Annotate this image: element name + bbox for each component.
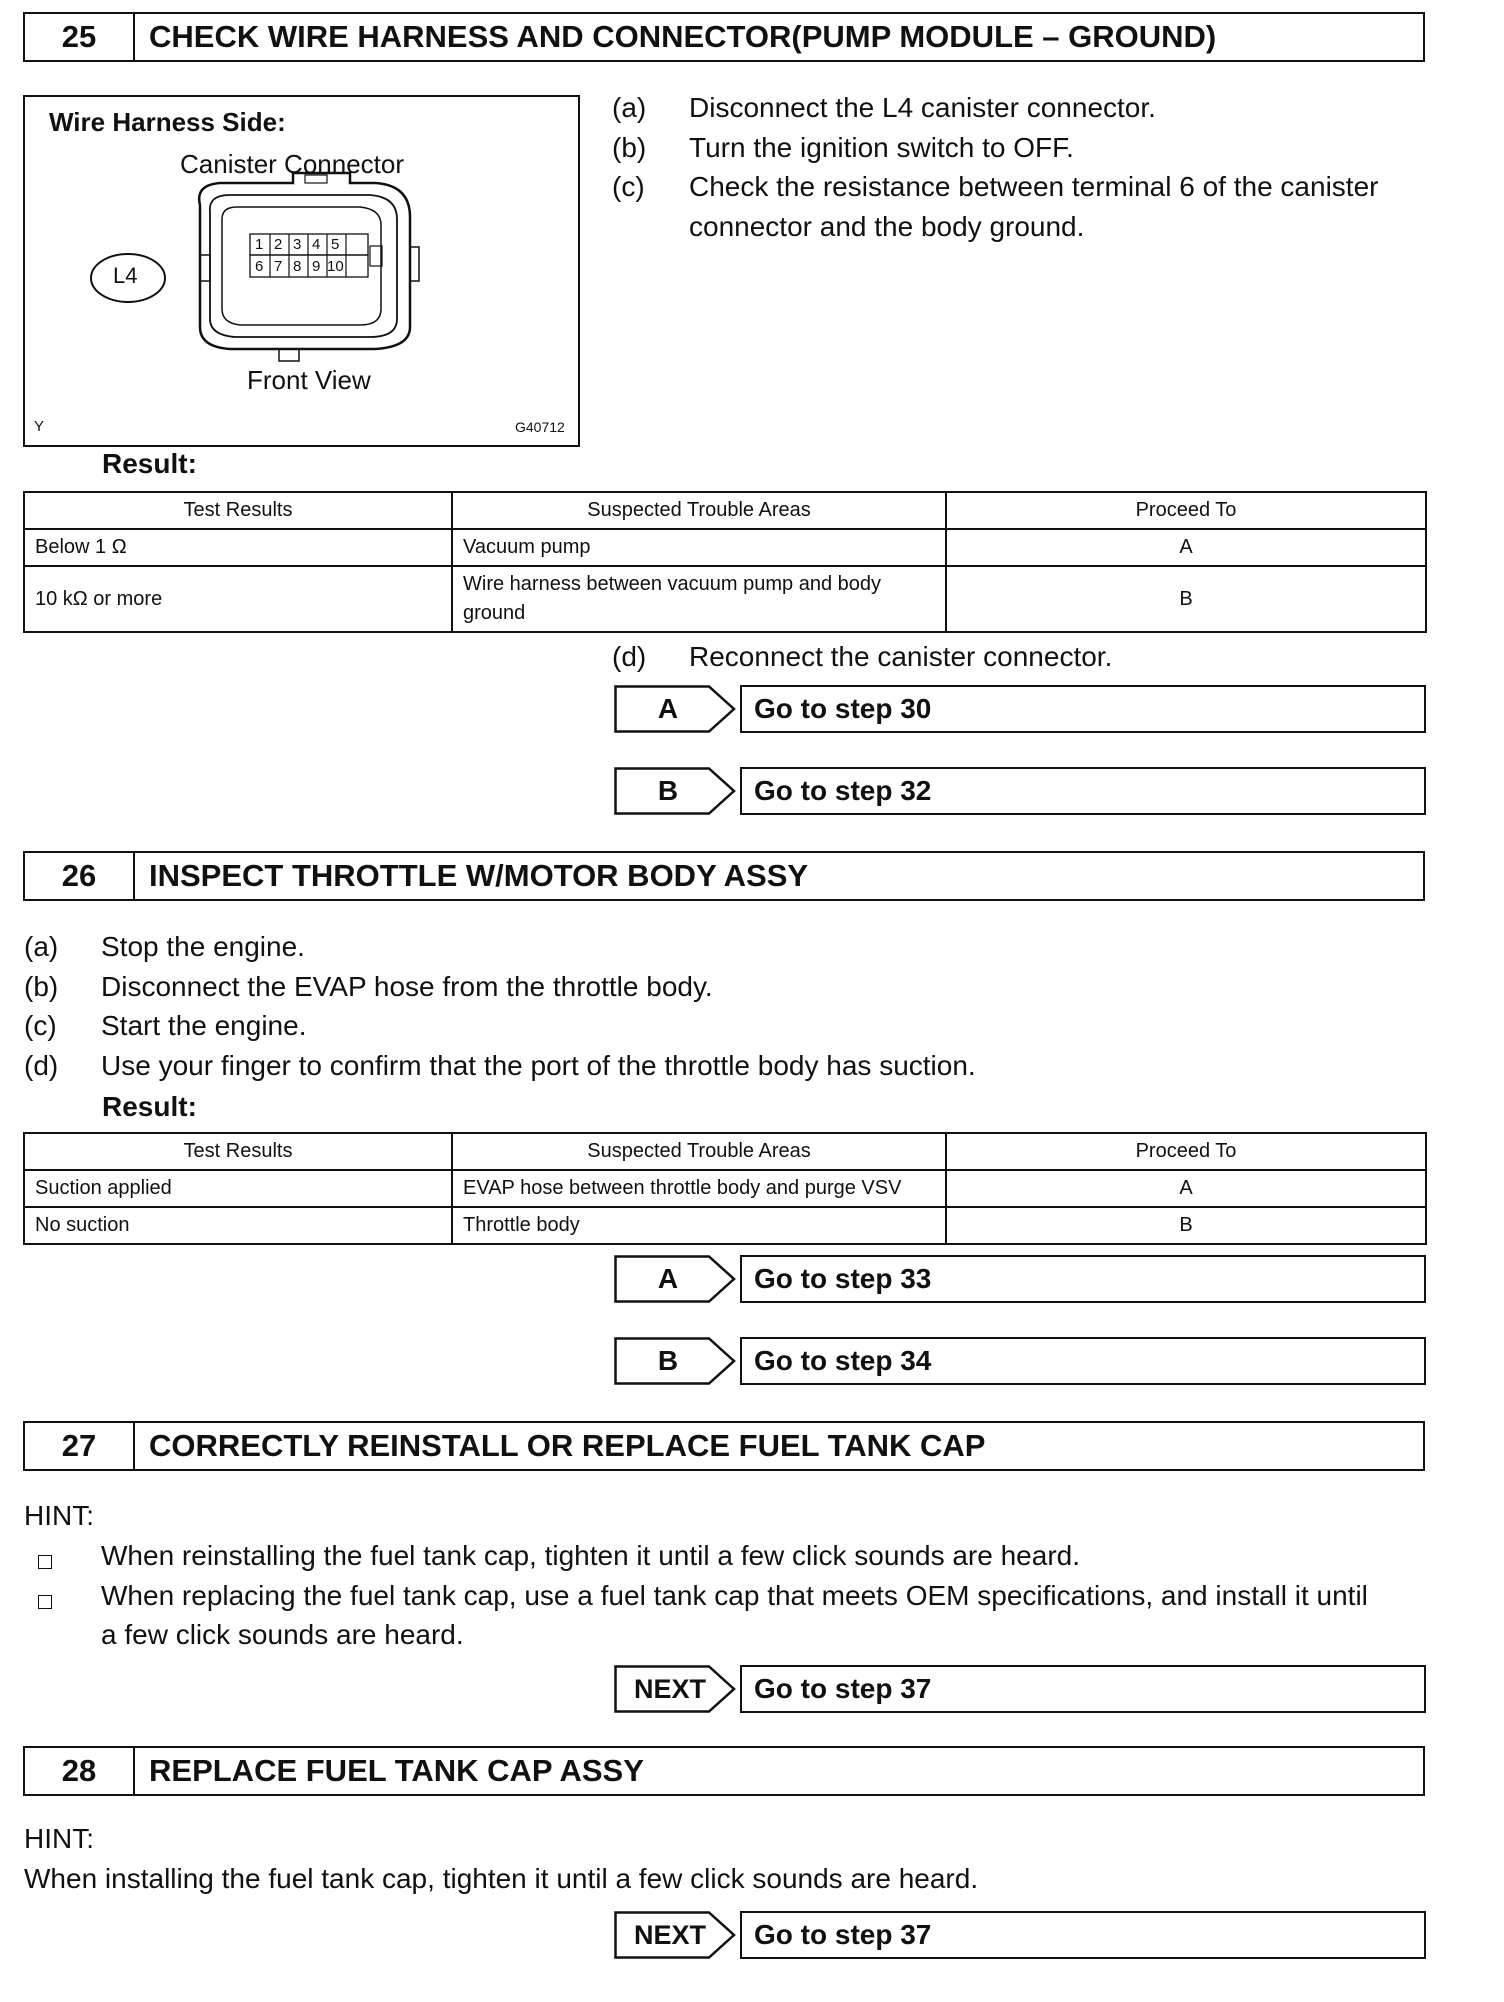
goto-tag-label: B: [657, 775, 679, 806]
table-cell: A: [946, 529, 1426, 566]
goto-tag: [614, 1665, 738, 1713]
step-25-a-text: Disconnect the L4 canister connector.: [689, 92, 1156, 123]
table-header-row: [24, 1133, 1426, 1170]
pin-10: 10: [327, 258, 344, 275]
step-25-result-label: Result:: [102, 448, 197, 479]
figure-connector-label: Canister Connector: [180, 149, 404, 179]
step-28-header: [23, 1746, 1425, 1796]
step-title: CHECK WIRE HARNESS AND CONNECTOR(PUMP MODULE – GROUND): [149, 19, 1217, 54]
table-cell: Suction applied: [24, 1170, 452, 1207]
step-26-c-text: Start the engine.: [101, 1010, 307, 1041]
hint-bullet-icon: [38, 1555, 52, 1569]
goto-destination: Go to step 37: [740, 1665, 1426, 1713]
pin-3: 3: [293, 236, 302, 253]
goto-tag-label: B: [657, 1345, 679, 1376]
step-title: CORRECTLY REINSTALL OR REPLACE FUEL TANK CAP: [149, 1428, 986, 1463]
goto-destination: Go to step 30: [740, 685, 1426, 733]
step-25-c-text-cont: connector and the body ground.: [689, 211, 1085, 242]
pin-5: 5: [331, 236, 340, 253]
table-cell: B: [946, 1207, 1426, 1244]
goto-step-34[interactable]: [614, 1337, 1426, 1385]
figure-corner-right: G40712: [515, 419, 565, 435]
step-25-d-marker: (d): [612, 641, 647, 672]
step-26-d-text: Use your finger to confirm that the port of the throttle body has suction.: [101, 1050, 976, 1081]
table-cell: 10 kΩ or more: [24, 566, 452, 632]
step-27-hint-2: When replacing the fuel tank cap, use a fuel tank cap that meets OEM specifications, and install it until: [101, 1580, 1368, 1611]
table-cell: Wire harness between vacuum pump and body ground: [452, 566, 946, 632]
connector-figure: [23, 95, 580, 447]
goto-step-33[interactable]: [614, 1255, 1426, 1303]
step-26-result-label: Result:: [102, 1091, 197, 1122]
figure-view-label: Front View: [247, 365, 371, 395]
step-number: 26: [25, 853, 135, 899]
goto-destination: Go to step 32: [740, 767, 1426, 815]
step-25-header: [23, 12, 1425, 62]
table-cell: Vacuum pump: [452, 529, 946, 566]
step-26-b-text: Disconnect the EVAP hose from the throttle body.: [101, 971, 713, 1002]
table-row: [24, 1207, 1426, 1244]
step-27-header: [23, 1421, 1425, 1471]
table-header: Test Results: [24, 1133, 452, 1170]
goto-tag: [614, 1337, 738, 1385]
figure-corner-left: Y: [34, 418, 45, 435]
figure-side-label: Wire Harness Side:: [49, 107, 286, 137]
table-row: [24, 1170, 1426, 1207]
hint-bullet-icon: [38, 1595, 52, 1609]
goto-tag: [614, 767, 738, 815]
step-number: 28: [25, 1748, 135, 1794]
step-26-a-marker: (a): [24, 931, 59, 962]
pin-2: 2: [274, 236, 283, 253]
goto-destination: Go to step 37: [740, 1911, 1426, 1959]
goto-step-37-b[interactable]: [614, 1911, 1426, 1959]
table-header: Proceed To: [946, 1133, 1426, 1170]
step-28-hint-text: When installing the fuel tank cap, tighten it until a few click sounds are heard.: [24, 1863, 979, 1894]
step-26-b-marker: (b): [24, 971, 59, 1002]
table-row: [24, 529, 1426, 566]
table-cell: A: [946, 1170, 1426, 1207]
pin-8: 8: [293, 258, 302, 275]
goto-tag-label: A: [657, 693, 679, 724]
table-header: Suspected Trouble Areas: [452, 492, 946, 529]
step-26-c-marker: (c): [24, 1010, 57, 1041]
pin-6: 6: [255, 258, 264, 275]
pin-1: 1: [255, 236, 264, 253]
table-header: Proceed To: [946, 492, 1426, 529]
connector-id-label: L4: [113, 263, 138, 288]
goto-tag: [614, 1255, 738, 1303]
table-header-row: [24, 492, 1426, 529]
step-26-d-marker: (d): [24, 1050, 59, 1081]
table-cell: Throttle body: [452, 1207, 946, 1244]
goto-tag-label: NEXT: [633, 1674, 706, 1704]
step-26-header: [23, 851, 1425, 901]
table-cell: No suction: [24, 1207, 452, 1244]
goto-tag: [614, 685, 738, 733]
pin-7: 7: [274, 258, 283, 275]
step-27-hint-label: HINT:: [24, 1500, 94, 1531]
step-25-c-text: Check the resistance between terminal 6 of the canister: [689, 171, 1379, 202]
table-row: [24, 566, 1426, 632]
table-cell: EVAP hose between throttle body and purge VSV: [452, 1170, 946, 1207]
goto-step-30[interactable]: [614, 685, 1426, 733]
step-title: REPLACE FUEL TANK CAP ASSY: [149, 1753, 644, 1788]
step-number: 25: [25, 14, 135, 60]
step-26-a-text: Stop the engine.: [101, 931, 305, 962]
step-25-b-text: Turn the ignition switch to OFF.: [689, 132, 1074, 163]
table-cell: Below 1 Ω: [24, 529, 452, 566]
step-27-hint-1: When reinstalling the fuel tank cap, tighten it until a few click sounds are heard.: [101, 1540, 1080, 1571]
pin-9: 9: [312, 258, 321, 275]
step-number: 27: [25, 1423, 135, 1469]
step-25-c-marker: (c): [612, 171, 645, 202]
goto-tag: [614, 1911, 738, 1959]
step-28-hint-label: HINT:: [24, 1823, 94, 1854]
goto-destination: Go to step 33: [740, 1255, 1426, 1303]
goto-step-37[interactable]: [614, 1665, 1426, 1713]
step-title: INSPECT THROTTLE W/MOTOR BODY ASSY: [149, 858, 809, 893]
pin-4: 4: [312, 236, 321, 253]
step-26-result-table: [23, 1132, 1427, 1245]
table-header: Test Results: [24, 492, 452, 529]
goto-step-32[interactable]: [614, 767, 1426, 815]
step-27-hint-2-cont: a few click sounds are heard.: [101, 1619, 464, 1650]
step-25-b-marker: (b): [612, 132, 647, 163]
step-25-d-text: Reconnect the canister connector.: [689, 641, 1113, 672]
table-header: Suspected Trouble Areas: [452, 1133, 946, 1170]
table-cell: B: [946, 566, 1426, 632]
goto-tag-label: A: [657, 1263, 679, 1294]
goto-destination: Go to step 34: [740, 1337, 1426, 1385]
step-25-a-marker: (a): [612, 92, 647, 123]
step-25-result-table: [23, 491, 1427, 633]
goto-tag-label: NEXT: [633, 1920, 706, 1950]
